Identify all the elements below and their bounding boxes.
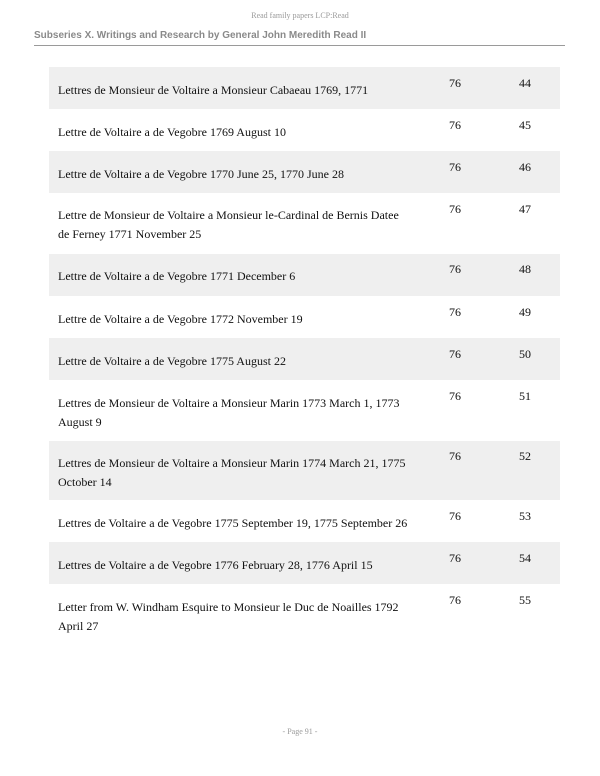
folder-number: 53: [519, 509, 531, 523]
item-description: Lettre de Voltaire a de Vegobre 1775 August 22: [58, 354, 286, 368]
series-title: Subseries X. Writings and Research by General John Meredith Read II: [34, 30, 367, 41]
list-row: [49, 338, 560, 380]
box-number: 76: [449, 389, 461, 403]
folder-number: 50: [519, 347, 531, 361]
list-row: [49, 151, 560, 193]
folder-number: 54: [519, 551, 531, 565]
list-row: [49, 380, 560, 441]
list-row: [49, 67, 560, 109]
box-number: 76: [449, 160, 461, 174]
box-number: 76: [449, 509, 461, 523]
item-description: Lettres de Monsieur de Voltaire a Monsieur Marin 1773 March 1, 1773 August 9: [58, 396, 400, 429]
folder-number: 49: [519, 305, 531, 319]
folder-number: 51: [519, 389, 531, 403]
folder-number: 52: [519, 449, 531, 463]
folder-number: 46: [519, 160, 531, 174]
box-number: 76: [449, 76, 461, 90]
item-description: Lettre de Voltaire a de Vegobre 1772 November 19: [58, 312, 303, 326]
folder-number: 55: [519, 593, 531, 607]
list-row: [49, 296, 560, 338]
box-number: 76: [449, 262, 461, 276]
list-row: [49, 254, 560, 296]
folder-number: 44: [519, 76, 531, 90]
item-description: Lettres de Monsieur de Voltaire a Monsieur Marin 1774 March 21, 1775 October 14: [58, 456, 406, 489]
box-number: 76: [449, 449, 461, 463]
list-row: [49, 441, 560, 500]
box-number: 76: [449, 551, 461, 565]
list-row: [49, 500, 560, 542]
item-description: Lettre de Voltaire a de Vegobre 1771 December 6: [58, 269, 296, 283]
item-description: Lettres de Voltaire a de Vegobre 1776 February 28, 1776 April 15: [58, 558, 373, 572]
box-number: 76: [449, 347, 461, 361]
list-row: [49, 584, 560, 645]
box-number: 76: [449, 202, 461, 216]
item-description: Letter from W. Windham Esquire to Monsieur le Duc de Noailles 1792 April 27: [58, 600, 399, 633]
page-number: - Page 91 -: [282, 727, 318, 736]
list-row: [49, 193, 560, 254]
box-number: 76: [449, 118, 461, 132]
header-rule: [34, 45, 565, 46]
running-header: Read family papers LCP:Read: [251, 11, 349, 20]
folder-number: 48: [519, 262, 531, 276]
item-description: Lettres de Voltaire a de Vegobre 1775 September 19, 1775 September 26: [58, 516, 408, 530]
folder-number: 47: [519, 202, 531, 216]
item-description: Lettre de Voltaire a de Vegobre 1770 June 25, 1770 June 28: [58, 167, 344, 181]
list-row: [49, 109, 560, 151]
box-number: 76: [449, 593, 461, 607]
box-number: 76: [449, 305, 461, 319]
item-description: Lettre de Voltaire a de Vegobre 1769 August 10: [58, 125, 286, 139]
folder-number: 45: [519, 118, 531, 132]
list-row: [49, 542, 560, 584]
container-list: [49, 67, 560, 645]
item-description: Lettres de Monsieur de Voltaire a Monsieur Cabaeau 1769, 1771: [58, 83, 369, 97]
item-description: Lettre de Monsieur de Voltaire a Monsieur le-Cardinal de Bernis Datee de Ferney 1771 November 25: [58, 208, 399, 241]
